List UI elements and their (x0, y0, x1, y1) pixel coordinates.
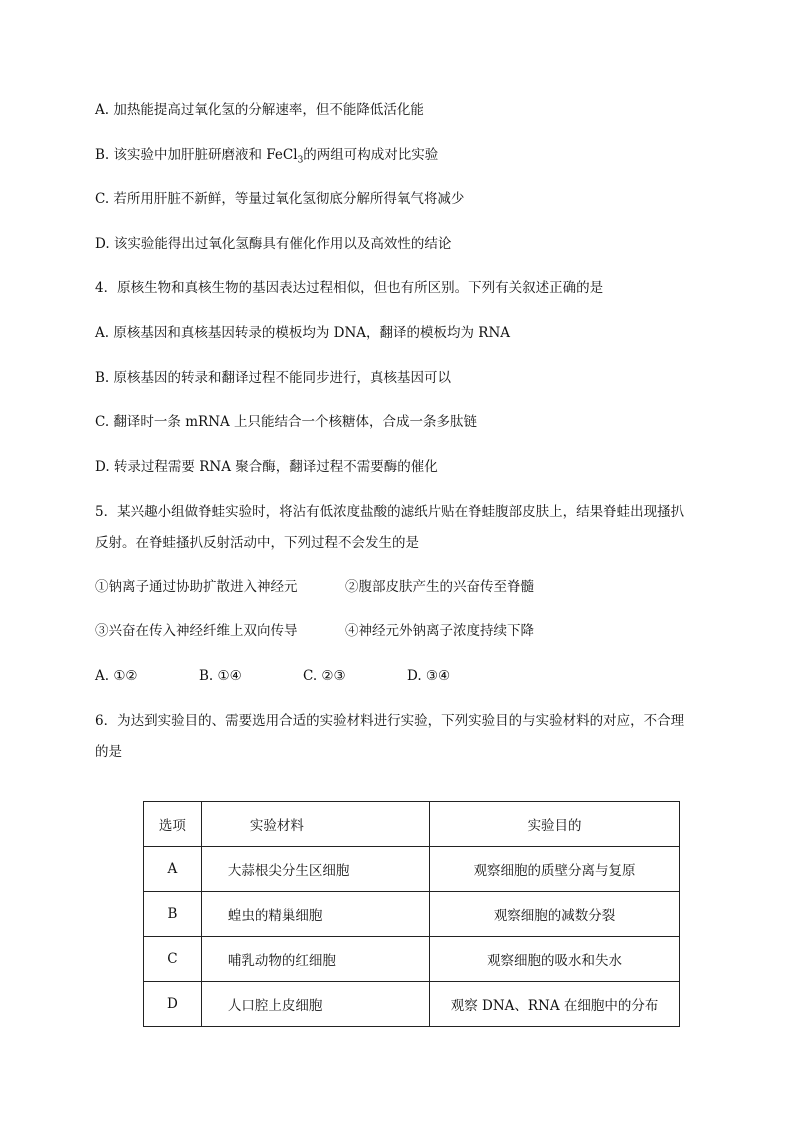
row-option: D (144, 982, 202, 1027)
header-option: 选项 (144, 802, 202, 847)
q4-option-b: B. 原核基因的转录和翻译过程不能同步进行，真核基因可以 (95, 370, 452, 386)
header-purpose: 实验目的 (430, 802, 680, 847)
q6-stem-line1: 6．为达到实验目的、需要选用合适的实验材料进行实验，下列实验目的与实验材料的对应，不合理 (95, 713, 685, 729)
row-material: 人口腔上皮细胞 (201, 982, 429, 1027)
q6-stem-line2: 的是 (95, 744, 122, 760)
q5-option-b: B. ①④ (199, 668, 242, 684)
table-row (144, 982, 680, 1027)
q3-option-b-post: 的两组可构成对比实验 (303, 147, 439, 163)
q4-stem: 4．原核生物和真核生物的基因表达过程相似，但也有所区别。下列有关叙述正确的是 (95, 280, 604, 296)
q5-stem-line1: 5．某兴趣小组做脊蛙实验时，将沾有低浓度盐酸的滤纸片贴在脊蛙腹部皮肤上，结果脊蛙出现搔扒 (95, 504, 685, 520)
header-material: 实验材料 (201, 802, 429, 847)
q5-statement-1: ①钠离子通过协助扩散进入神经元 (95, 579, 298, 595)
row-option: C (144, 937, 202, 982)
q5-option-a: A. ①② (95, 668, 138, 684)
q5-statement-2: ②腹部皮肤产生的兴奋传至脊髓 (345, 579, 534, 595)
row-material: 大蒜根尖分生区细胞 (201, 847, 429, 892)
q5-option-c: C. ②③ (303, 668, 346, 684)
q5-stem-line2: 反射。在脊蛙搔扒反射活动中，下列过程不会发生的是 (95, 535, 419, 551)
q3-option-b-subscript: 3 (297, 155, 304, 166)
table-header-row (144, 802, 680, 847)
row-purpose: 观察细胞的吸水和失水 (430, 937, 680, 982)
q5-statement-4: ④神经元外钠离子浓度持续下降 (345, 623, 534, 639)
row-purpose: 观察 DNA、RNA 在细胞中的分布 (430, 982, 680, 1027)
q5-statements-row2 (95, 621, 534, 641)
q3-option-a: A. 加热能提高过氧化氢的分解速率，但不能降低活化能 (95, 102, 424, 118)
q5-statements-row1 (95, 577, 534, 597)
row-purpose: 观察细胞的质壁分离与复原 (430, 847, 680, 892)
q3-option-c: C. 若所用肝脏不新鲜，等量过氧化氢彻底分解所得氧气将减少 (95, 191, 465, 207)
q3-option-d: D. 该实验能得出过氧化氢酶具有催化作用以及高效性的结论 (95, 236, 452, 252)
q3-option-b (95, 145, 438, 171)
q4-option-d: D. 转录过程需要 RNA 聚合酶，翻译过程不需要酶的催化 (95, 459, 438, 475)
row-material: 蝗虫的精巢细胞 (201, 892, 429, 937)
row-option: A (144, 847, 202, 892)
experiment-table (143, 801, 680, 1027)
table-row (144, 892, 680, 937)
table-row (144, 937, 680, 982)
q4-option-c: C. 翻译时一条 mRNA 上只能结合一个核糖体，合成一条多肽链 (95, 414, 478, 430)
q4-option-a: A. 原核基因和真核基因转录的模板均为 DNA，翻译的模板均为 RNA (95, 325, 511, 341)
q5-statement-3: ③兴奋在传入神经纤维上双向传导 (95, 623, 298, 639)
q3-option-b-pre: B. 该实验中加肝脏研磨液和 FeCl (95, 147, 298, 163)
row-option: B (144, 892, 202, 937)
row-purpose: 观察细胞的减数分裂 (430, 892, 680, 937)
row-material: 哺乳动物的红细胞 (201, 937, 429, 982)
table-row (144, 847, 680, 892)
q5-options-row (95, 666, 450, 686)
q5-option-d: D. ③④ (407, 668, 451, 684)
